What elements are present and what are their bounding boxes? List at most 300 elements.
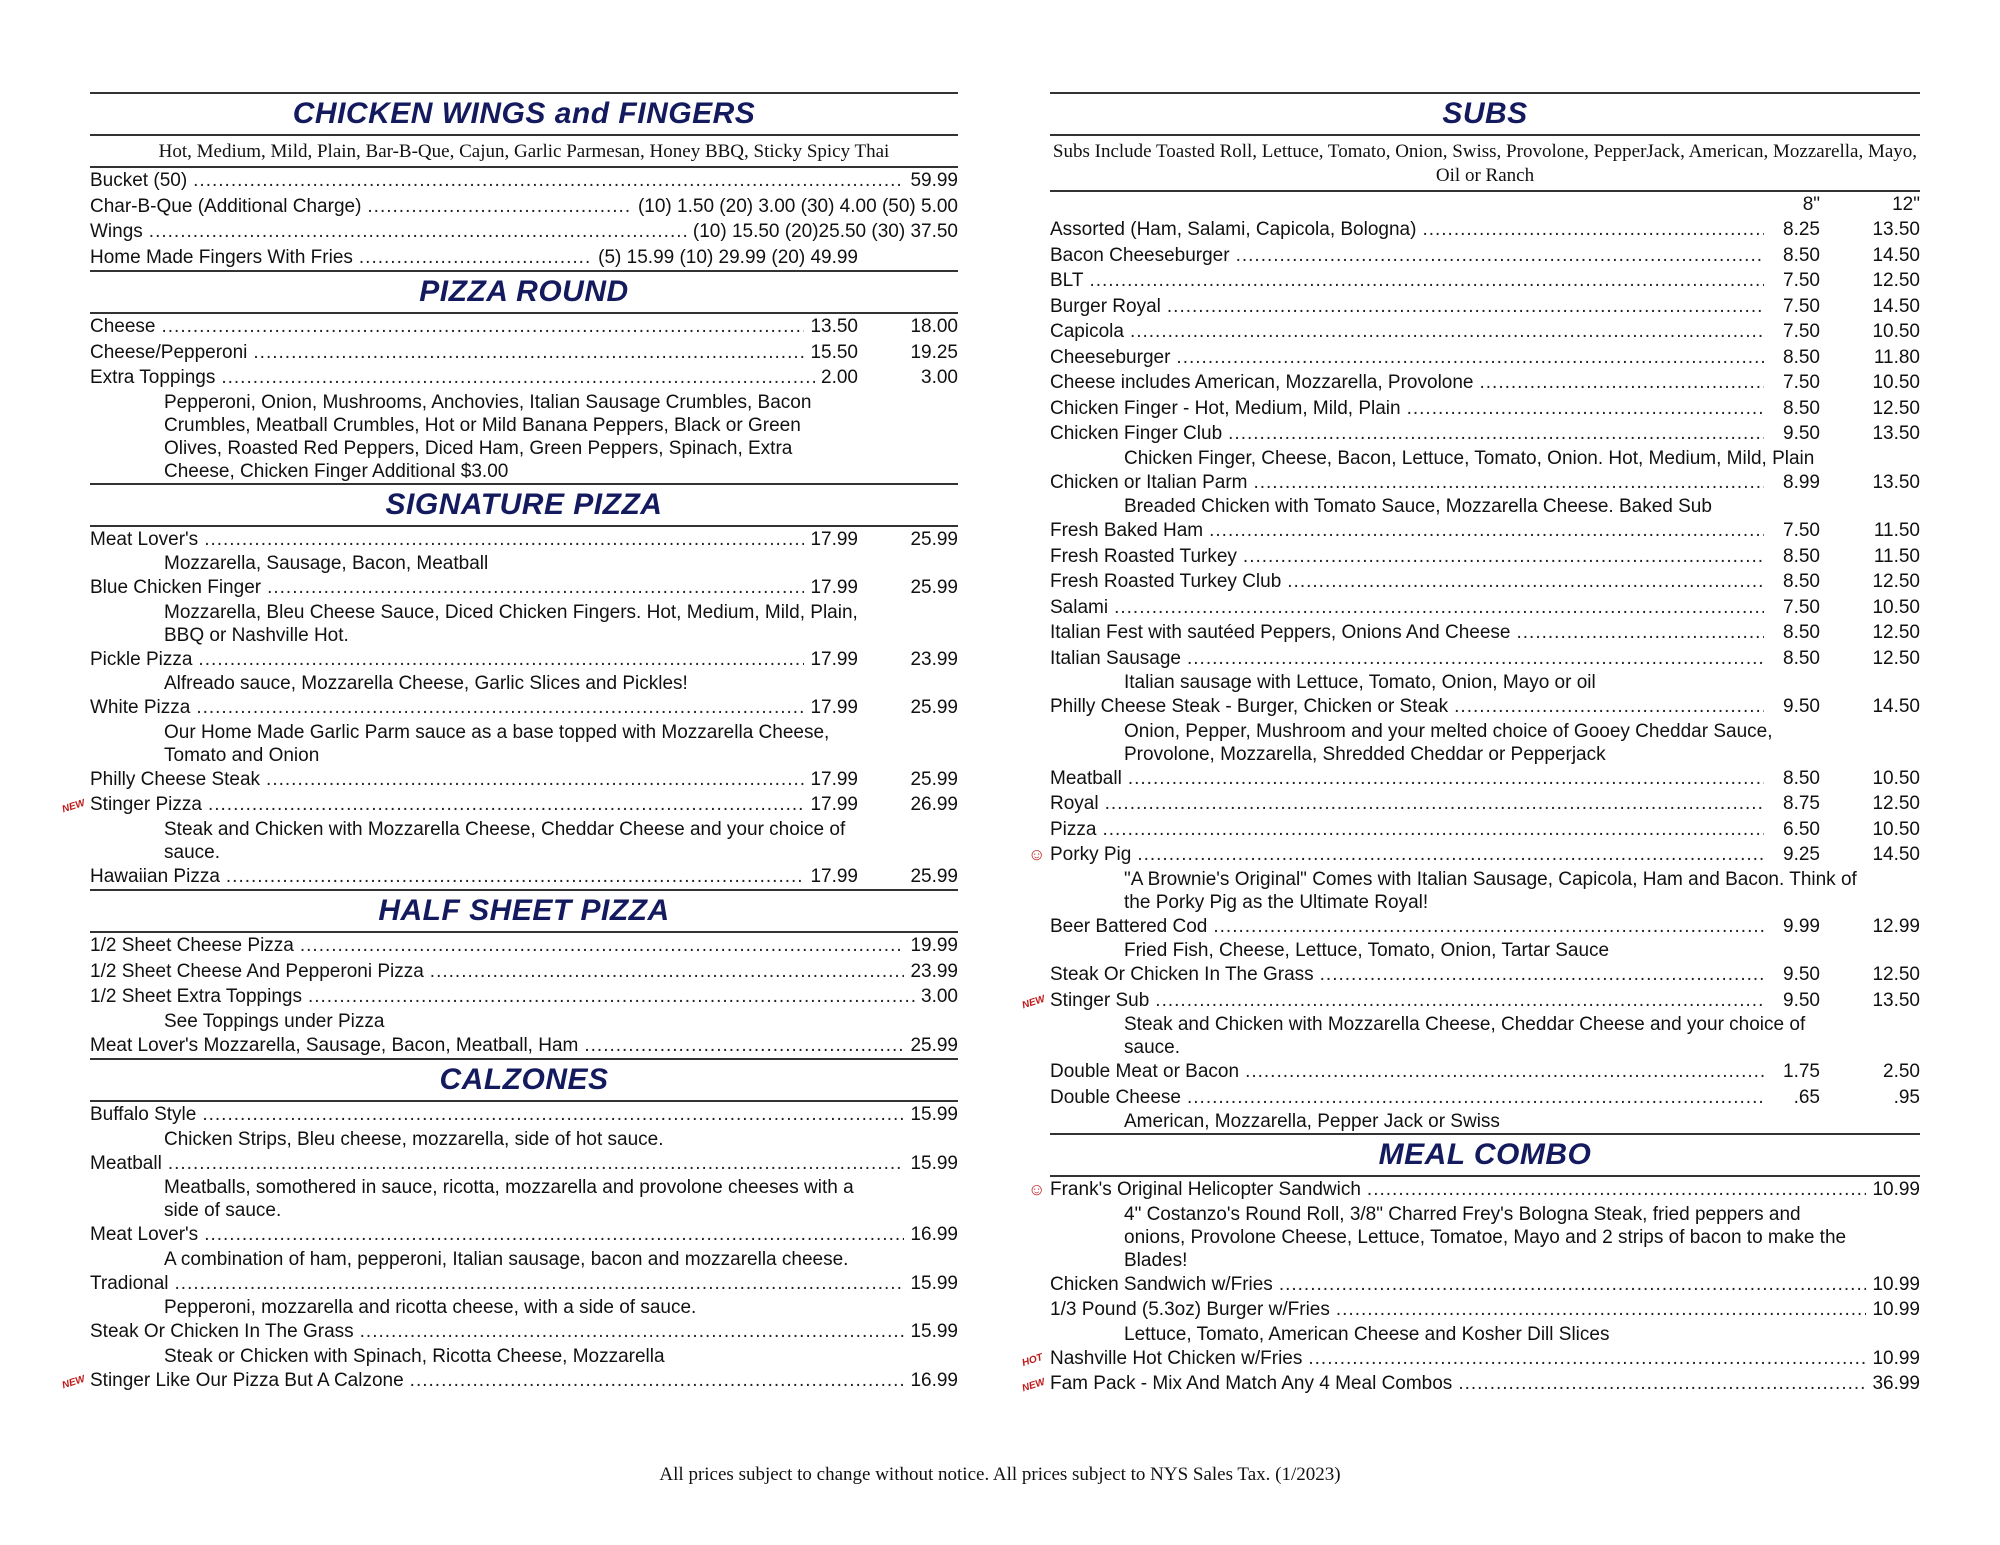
item-name: Frank's Original Helicopter Sandwich [1050, 1179, 1361, 1200]
item-price-large: 12.50 [1872, 622, 1920, 643]
item-name: Bucket (50) [90, 170, 188, 191]
badge-label: NEW [60, 1373, 87, 1391]
menu-item [1020, 1371, 1920, 1397]
menu-section [1020, 1133, 1920, 1397]
dot-leader [168, 1151, 905, 1176]
item-price: 3.00 [921, 986, 958, 1007]
item-price: 7.50 [1783, 295, 1820, 317]
size-label: 12" [1892, 194, 1920, 215]
menu-item [1050, 569, 1920, 595]
item-price-large: 13.50 [1872, 989, 1920, 1011]
item-price: (5) 15.99 (10) 29.99 (20) 49.99 [598, 246, 858, 268]
item-name: Chicken Sandwich w/Fries [1050, 1273, 1273, 1295]
dot-leader [1167, 294, 1764, 319]
item-price: 23.99 [910, 960, 958, 982]
item-name: Burger Royal [1050, 295, 1161, 317]
footer-note: All prices subject to change without notice. All prices subject to NYS Sales Tax. (1/2023) [659, 1464, 1341, 1485]
item-price: 8.50 [1783, 571, 1820, 592]
badge-label: HOT [1020, 1351, 1045, 1369]
item-name: Cheese [90, 316, 156, 337]
item-name: Philly Cheese Steak [90, 768, 261, 790]
item-price-large: 12.50 [1872, 793, 1920, 814]
item-price: 8.50 [1783, 346, 1820, 368]
item-price: 8.99 [1783, 471, 1820, 493]
dot-leader [1128, 766, 1764, 791]
item-price: 15.99 [910, 1321, 958, 1342]
dot-leader [1367, 1177, 1867, 1202]
menu-item [1050, 1272, 1920, 1298]
dot-leader [1480, 370, 1765, 395]
item-price-large: 13.50 [1872, 423, 1920, 444]
item-name: Double Cheese [1050, 1086, 1181, 1108]
menu-item [90, 168, 958, 194]
item-price: 6.50 [1783, 818, 1820, 840]
menu-item [1050, 1297, 1920, 1323]
dot-leader [267, 575, 804, 600]
item-name: Cheese includes American, Mozzarella, Provolone [1050, 372, 1474, 393]
item-price: 7.50 [1783, 372, 1820, 393]
dot-leader [1187, 1085, 1764, 1110]
dot-leader [1308, 1346, 1866, 1371]
dot-leader [1243, 544, 1764, 569]
menu-item [90, 695, 958, 721]
menu-item [90, 365, 958, 391]
item-price: 8.50 [1783, 647, 1820, 669]
item-price: 59.99 [910, 170, 958, 191]
item-name: Steak Or Chicken In The Grass [90, 1321, 354, 1342]
item-description: See Toppings under Pizza [164, 1010, 385, 1032]
item-price: 17.99 [810, 768, 858, 790]
menu-item [90, 245, 958, 271]
section-header [90, 270, 958, 314]
item-description: Chicken Strips, Bleu cheese, mozzarella, side of hot sauce. [164, 1128, 664, 1150]
dot-leader [266, 767, 804, 792]
dot-leader [162, 314, 805, 339]
dot-leader [1517, 620, 1765, 645]
item-name: Assorted (Ham, Salami, Capicola, Bologna) [1050, 219, 1417, 240]
item-price: 7.50 [1783, 520, 1820, 541]
item-name: Meatball [1050, 767, 1122, 789]
item-name: Fresh Roasted Turkey Club [1050, 571, 1282, 592]
item-price-large: 2.50 [1883, 1061, 1920, 1082]
item-price: 17.99 [810, 865, 858, 887]
menu-item [1050, 421, 1920, 447]
item-name: Extra Toppings [90, 367, 216, 388]
item-price-large: 11.50 [1873, 545, 1920, 567]
item-price-large: 10.50 [1872, 818, 1920, 840]
dot-leader [1155, 988, 1764, 1013]
menu-item [90, 864, 958, 890]
item-price-large: 23.99 [910, 648, 958, 670]
item-name: Philly Cheese Steak - Burger, Chicken or Steak [1050, 696, 1449, 717]
item-price: 7.50 [1783, 596, 1820, 618]
item-name: Porky Pig [1050, 844, 1132, 865]
smiley-icon: ☺ [1028, 1180, 1046, 1199]
menu-item [1020, 988, 1920, 1014]
menu-item [1028, 842, 1920, 868]
item-price-large: 18.00 [910, 316, 958, 337]
item-price: 7.50 [1783, 321, 1820, 342]
item-description: Mozzarella, Sausage, Bacon, Meatball [164, 553, 489, 574]
menu-item [90, 1151, 958, 1177]
item-price-large: 12.50 [1872, 270, 1920, 291]
section-header [90, 889, 958, 933]
item-description: Italian sausage with Lettuce, Tomato, Onion, Mayo or oil [1124, 672, 1596, 693]
menu-item [1050, 694, 1920, 720]
item-price: 9.50 [1783, 423, 1820, 444]
item-price: 15.99 [910, 1152, 958, 1174]
item-name: Stinger Pizza [90, 794, 202, 815]
menu-item [90, 647, 958, 673]
dot-leader [1236, 243, 1764, 268]
menu-item [90, 314, 958, 340]
item-description: American, Mozzarella, Pepper Jack or Swiss [1124, 1111, 1500, 1132]
dot-leader [204, 1222, 904, 1247]
section-header [90, 483, 958, 527]
item-name: Chicken or Italian Parm [1050, 471, 1248, 493]
item-name: Stinger Sub [1050, 989, 1150, 1011]
item-description: Pepperoni, mozzarella and ricotta cheese, with a side of sauce. [164, 1297, 697, 1318]
item-price-large: 10.50 [1872, 321, 1920, 342]
dot-leader [359, 245, 592, 270]
right-column [1020, 92, 1920, 1397]
item-price-large: 12.99 [1872, 915, 1920, 937]
item-name: Pizza [1050, 818, 1097, 840]
dot-leader [1245, 1059, 1764, 1084]
dot-leader [1209, 518, 1764, 543]
item-price: 17.99 [810, 697, 858, 718]
item-price: 8.50 [1783, 545, 1820, 567]
menu-item [1050, 817, 1920, 843]
section-header [90, 92, 958, 168]
dot-leader [367, 194, 632, 219]
item-name: BLT [1050, 270, 1084, 291]
item-description: Chicken Finger, Cheese, Bacon, Lettuce, Tomato, Onion. Hot, Medium, Mild, Plain [1124, 447, 1815, 469]
item-price-large: 12.50 [1872, 571, 1920, 592]
menu-item [60, 1368, 958, 1394]
item-price-large: .95 [1893, 1086, 1920, 1108]
item-name: Steak Or Chicken In The Grass [1050, 964, 1314, 985]
menu-item [1050, 1085, 1920, 1111]
item-price-large: 25.99 [910, 768, 958, 790]
menu-item [1050, 370, 1920, 396]
section-note: Hot, Medium, Mild, Plain, Bar-B-Que, Cajun, Garlic Parmesan, Honey BBQ, Sticky Spicy Thai [90, 134, 958, 166]
item-price-large: 13.50 [1872, 471, 1920, 493]
dot-leader [1253, 470, 1764, 495]
menu-item [1020, 1346, 1920, 1372]
item-description: A combination of ham, pepperoni, Italian sausage, bacon and mozzarella cheese. [164, 1248, 849, 1270]
dot-leader [300, 933, 905, 958]
item-price: .65 [1793, 1086, 1820, 1108]
menu-item [90, 1271, 958, 1297]
section-title: SIGNATURE PIZZA [385, 487, 663, 521]
item-name: Salami [1050, 596, 1109, 618]
item-price-large: 11.80 [1873, 346, 1920, 368]
item-price-large: 25.99 [910, 577, 958, 598]
item-price-large: 25.99 [910, 697, 958, 718]
menu-item [1050, 620, 1920, 646]
item-price: 8.50 [1783, 622, 1820, 643]
item-price-large: 10.50 [1872, 596, 1920, 618]
menu-item [1050, 319, 1920, 345]
item-name: Cheese/Pepperoni [90, 341, 248, 363]
menu-item [1050, 914, 1920, 940]
item-price: 17.99 [810, 577, 858, 598]
item-price: 10.99 [1872, 1299, 1920, 1320]
item-price: 1.75 [1783, 1061, 1820, 1082]
dot-leader [1213, 914, 1764, 939]
item-name: Italian Fest with sautéed Peppers, Onions And Cheese [1050, 622, 1511, 643]
menu-section [60, 483, 958, 890]
item-name: Hawaiian Pizza [90, 865, 220, 887]
menu-item [90, 340, 958, 366]
menu-item [1050, 595, 1920, 621]
item-name: 1/2 Sheet Cheese Pizza [90, 935, 294, 956]
item-price-large: 10.50 [1872, 767, 1920, 789]
badge-label: NEW [1020, 1376, 1047, 1395]
item-description: "A Brownie's Original" Comes with Italian Sausage, Capicola, Ham and Bacon. Think of the Porky Pig as the Ultimate Royal! [1124, 868, 1857, 913]
menu-item [90, 767, 958, 793]
item-description: Lettuce, Tomato, American Cheese and Kosher Dill Slices [1124, 1323, 1610, 1345]
menu-item [1050, 791, 1920, 817]
menu-item [90, 219, 958, 245]
menu-item [1050, 1059, 1920, 1085]
item-price-large: 26.99 [910, 794, 958, 815]
item-price-large: 14.50 [1872, 844, 1920, 865]
item-description: 4" Costanzo's Round Roll, 3/8" Charred Frey's Bologna Steak, fried peppers and onions, Provolone Cheese, Lettuce, Tomatoe, Mayo and 2 strips of bacon to make the Blades! [1124, 1203, 1847, 1271]
badge-label: NEW [60, 797, 87, 816]
item-price: 10.99 [1872, 1179, 1920, 1200]
menu-item [90, 1222, 958, 1248]
item-description: Breaded Chicken with Tomato Sauce, Mozzarella Cheese. Baked Sub [1124, 496, 1712, 517]
dot-leader [308, 984, 915, 1009]
menu-section [90, 92, 958, 270]
item-name: 1/2 Sheet Extra Toppings [90, 986, 302, 1007]
dot-leader [430, 959, 905, 984]
dot-leader [1105, 791, 1764, 816]
menu-item [90, 527, 958, 553]
item-name: Royal [1050, 793, 1099, 814]
menu-item [1050, 544, 1920, 570]
dot-leader [208, 792, 805, 817]
item-description: Mozzarella, Bleu Cheese Sauce, Diced Chicken Fingers. Hot, Medium, Mild, Plain, BBQ or Nashville Hot. [164, 601, 858, 646]
item-name: Meat Lover's [90, 1224, 199, 1245]
menu-item [1050, 217, 1920, 243]
item-price: 13.50 [810, 316, 858, 337]
item-price: 8.25 [1783, 219, 1820, 240]
menu-item [90, 1319, 958, 1345]
item-price-large: 10.50 [1872, 372, 1920, 393]
dot-leader [1228, 421, 1764, 446]
badge-label: NEW [1020, 993, 1047, 1011]
section-title: PIZZA ROUND [419, 275, 629, 308]
dot-leader [1407, 396, 1764, 421]
item-name: Italian Sausage [1050, 647, 1181, 669]
dot-leader [1176, 345, 1764, 370]
item-price: 17.99 [810, 648, 858, 670]
item-name: Fresh Baked Ham [1050, 520, 1204, 541]
item-name: Fresh Roasted Turkey [1050, 545, 1237, 567]
section-title: MEAL COMBO [1378, 1138, 1592, 1171]
item-price: 16.99 [910, 1224, 958, 1245]
dot-leader [584, 1033, 904, 1058]
item-name: Meatball [90, 1152, 162, 1174]
item-name: Meat Lover's [90, 528, 199, 550]
dot-leader [1187, 646, 1764, 671]
menu-item [1050, 766, 1920, 792]
menu-item [90, 959, 958, 985]
item-price-large: 12.50 [1872, 964, 1920, 985]
dot-leader [1320, 962, 1764, 987]
item-price: 9.99 [1783, 915, 1820, 937]
item-price-large: 25.99 [910, 528, 958, 550]
dot-leader [202, 1102, 904, 1127]
section-title: CALZONES [439, 1063, 609, 1096]
item-price: 19.99 [910, 935, 958, 956]
item-name: 1/3 Pound (5.3oz) Burger w/Fries [1050, 1299, 1330, 1320]
item-name: Wings [90, 221, 143, 242]
item-price: 9.25 [1783, 844, 1820, 865]
item-name: Capicola [1050, 321, 1124, 342]
item-price: (10) 15.50 (20)25.50 (30) 37.50 [692, 221, 958, 242]
menu-item [90, 1102, 958, 1128]
dot-leader [196, 695, 804, 720]
item-name: 1/2 Sheet Cheese And Pepperoni Pizza [90, 960, 424, 982]
menu-item [1050, 396, 1920, 422]
item-name: Double Meat or Bacon [1050, 1061, 1240, 1082]
menu-item [90, 194, 958, 220]
menu-item [1050, 243, 1920, 269]
dot-leader [1454, 694, 1764, 719]
item-price: 8.50 [1783, 767, 1820, 789]
item-price-large: 25.99 [910, 865, 958, 887]
item-price-large: 19.25 [910, 341, 958, 363]
size-header [1050, 192, 1920, 217]
item-price: 2.00 [821, 367, 858, 388]
menu-item [1050, 294, 1920, 320]
item-name: Buffalo Style [90, 1104, 197, 1125]
section-header [1050, 1133, 1920, 1177]
dot-leader [1287, 569, 1764, 594]
item-description: Alfreado sauce, Mozzarella Cheese, Garlic Slices and Pickles! [164, 673, 688, 694]
dot-leader [360, 1319, 905, 1344]
dot-leader [1458, 1371, 1866, 1396]
item-name: Meat Lover's Mozzarella, Sausage, Bacon, Meatball, Ham [90, 1034, 579, 1056]
item-price-large: 13.50 [1872, 219, 1920, 240]
menu-item [1050, 646, 1920, 672]
item-name: Bacon Cheeseburger [1050, 244, 1230, 266]
dot-leader [204, 527, 804, 552]
item-price: 25.99 [910, 1034, 958, 1056]
section-title: SUBS [1442, 97, 1528, 130]
dot-leader [1137, 842, 1764, 867]
dot-leader [226, 864, 805, 889]
item-price-large: 14.50 [1872, 244, 1920, 266]
dot-leader [1102, 817, 1764, 842]
item-price-large: 12.50 [1872, 647, 1920, 669]
menu-item [90, 1033, 958, 1059]
item-name: White Pizza [90, 697, 191, 718]
dot-leader [221, 365, 815, 390]
item-price: 9.50 [1783, 989, 1820, 1011]
menu-section [90, 270, 958, 483]
item-price: 9.50 [1783, 964, 1820, 985]
item-price: 7.50 [1783, 270, 1820, 291]
item-price: (10) 1.50 (20) 3.00 (30) 4.00 (50) 5.00 [637, 195, 958, 217]
item-description: Steak or Chicken with Spinach, Ricotta Cheese, Mozzarella [164, 1345, 665, 1367]
item-name: Pickle Pizza [90, 648, 193, 670]
item-name: Chicken Finger Club [1050, 423, 1223, 444]
item-price: 15.99 [910, 1272, 958, 1294]
item-description: Meatballs, somothered in sauce, ricotta, mozzarella and provolone cheeses with a side of sauce. [164, 1177, 854, 1221]
menu-item [90, 575, 958, 601]
item-description: Onion, Pepper, Mushroom and your melted choice of Gooey Cheddar Sauce, Provolone, Mozzarella, Shredded Cheddar or Pepperjack [1124, 720, 1773, 765]
item-name: Chicken Finger - Hot, Medium, Mild, Plain [1050, 397, 1401, 419]
dot-leader [1114, 595, 1764, 620]
section-title: CHICKEN WINGS and FINGERS [292, 97, 756, 130]
item-price: 8.50 [1783, 244, 1820, 266]
item-price: 15.50 [810, 341, 858, 363]
menu-item [60, 792, 958, 818]
section-title: HALF SHEET PIZZA [378, 894, 670, 927]
size-label: 8" [1802, 194, 1820, 215]
dot-leader [1336, 1297, 1867, 1322]
item-price-large: 14.50 [1872, 696, 1920, 717]
item-name: Blue Chicken Finger [90, 577, 262, 598]
menu-section [90, 889, 958, 1058]
menu-item [90, 933, 958, 959]
item-price: 17.99 [810, 794, 858, 815]
item-description: Pepperoni, Onion, Mushrooms, Anchovies, Italian Sausage Crumbles, Bacon Crumbles, Meatball Crumbles, Hot or Mild Banana Peppers, Black or Green Olives, Roasted Red Peppers, Diced Ham, Green Peppers, Spinach, Extra Cheese, Chicken Finger Additional $3.00 [164, 391, 812, 482]
menu-item [1028, 1177, 1920, 1203]
dot-leader [1422, 217, 1764, 242]
item-description: Steak and Chicken with Mozzarella Cheese, Cheddar Cheese and your choice of sauce. [164, 818, 846, 863]
dot-leader [1130, 319, 1764, 344]
section-header [90, 1058, 958, 1102]
menu-item [1050, 470, 1920, 496]
item-price: 9.50 [1783, 696, 1820, 717]
dot-leader [175, 1271, 905, 1296]
section-note: Subs Include Toasted Roll, Lettuce, Tomato, Onion, Swiss, Provolone, PepperJack, American, Mozzarella, Mayo, Oil or Ranch [1050, 134, 1920, 190]
menu-item [1050, 268, 1920, 294]
item-price: 15.99 [910, 1104, 958, 1125]
item-price-large: 3.00 [921, 367, 958, 388]
menu-item [1050, 518, 1920, 544]
item-price: 16.99 [910, 1369, 958, 1391]
item-price-large: 12.50 [1872, 397, 1920, 419]
left-column [60, 92, 958, 1393]
item-description: Steak and Chicken with Mozzarella Cheese, Cheddar Cheese and your choice of sauce. [1124, 1014, 1806, 1058]
item-name: Tradional [90, 1272, 169, 1294]
menu-section [1020, 92, 1920, 1133]
menu-item [1050, 345, 1920, 371]
item-price-large: 11.50 [1873, 520, 1920, 541]
item-description: Fried Fish, Cheese, Lettuce, Tomato, Onion, Tartar Sauce [1124, 940, 1610, 961]
item-price: 17.99 [810, 528, 858, 550]
item-name: Beer Battered Cod [1050, 915, 1208, 937]
dot-leader [410, 1368, 905, 1393]
item-name: Char-B-Que (Additional Charge) [90, 195, 362, 217]
item-price-large: 14.50 [1872, 295, 1920, 317]
item-price: 8.75 [1783, 793, 1820, 814]
item-name: Cheeseburger [1050, 346, 1171, 368]
item-price: 10.99 [1872, 1273, 1920, 1295]
item-name: Nashville Hot Chicken w/Fries [1050, 1347, 1303, 1369]
item-name: Fam Pack - Mix And Match Any 4 Meal Combos [1050, 1373, 1453, 1394]
dot-leader [1279, 1272, 1867, 1297]
smiley-icon: ☺ [1028, 845, 1046, 864]
item-description: Our Home Made Garlic Parm sauce as a base topped with Mozzarella Cheese, Tomato and Onion [164, 721, 830, 766]
